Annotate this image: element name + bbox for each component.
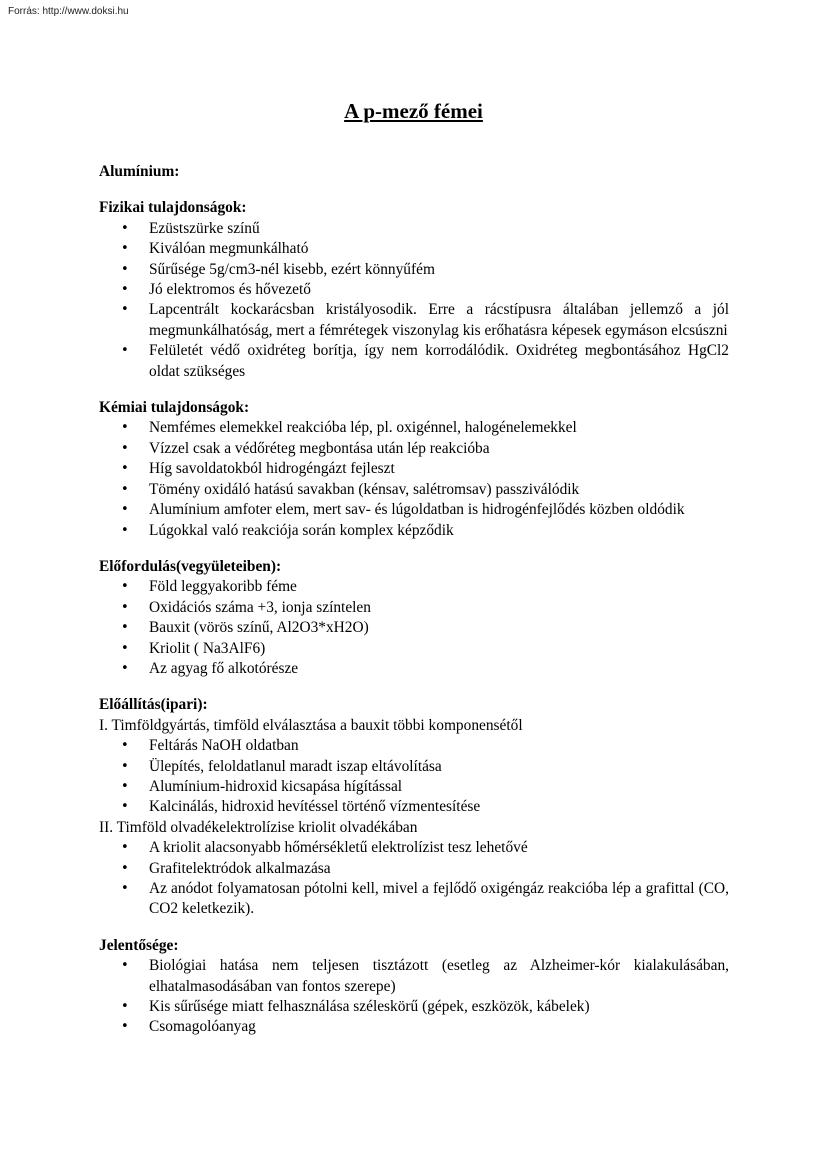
document-body <box>99 162 729 1038</box>
list-item: • Feltárás NaOH oldatban <box>99 736 729 756</box>
production-heading: Előállítás(ipari): <box>99 696 208 714</box>
list-item: • Bauxit (vörös színű, Al2O3*xH2O) <box>99 618 729 638</box>
occurrence-list <box>99 577 729 679</box>
list-item: • Lúgokkal való reakciója során komplex képződik <box>99 521 729 541</box>
list-item: • Jó elektromos és hővezető <box>99 280 729 300</box>
element-heading: Alumínium: <box>99 163 180 180</box>
occurrence-heading: Előfordulás(vegyületeiben): <box>99 557 282 575</box>
list-item: • Grafitelektródok alkalmazása <box>99 859 729 879</box>
list-item: • Ezüstszürke színű <box>99 219 729 239</box>
list-item: • Az agyag fő alkotórésze <box>99 659 729 679</box>
page-title: A p-mező fémei <box>344 99 483 123</box>
list-item: • Vízzel csak a védőréteg megbontása után lép reakcióba <box>99 439 729 459</box>
list-item: • Alumínium-hidroxid kicsapása hígítással <box>99 777 729 797</box>
list-item: • Ülepítés, feloldatlanul maradt iszap eltávolítása <box>99 757 729 777</box>
list-item: • Lapcentrált kockarácsban kristályosodik. Erre a rácstípusra általában jellemző a jól megmunkálhatóság, mert a fémrétegek viszonylag kis erőhatásra képesek egymáson elcsúszni <box>99 300 729 341</box>
list-item: • Biológiai hatása nem teljesen tisztázott (esetleg az Alzheimer-kór kialakulásában, elhatalmasodásában van fontos szerepe) <box>99 956 729 997</box>
list-item: • Oxidációs száma +3, ionja színtelen <box>99 598 729 618</box>
production-step-2-list <box>99 838 729 920</box>
list-item: • Kriolit ( Na3AlF6) <box>99 639 729 659</box>
production-step-1-list <box>99 736 729 818</box>
list-item: • Híg savoldatokból hidrogéngázt fejleszt <box>99 459 729 479</box>
list-item: • Alumínium amfoter elem, mert sav- és lúgoldatban is hidrogénfejlődés közben oldódik <box>99 500 729 520</box>
list-item: • Kalcinálás, hidroxid hevítéssel történő vízmentesítése <box>99 797 729 817</box>
list-item: • Felületét védő oxidréteg borítja, így nem korrodálódik. Oxidréteg megbontásához HgCl2 oldat szükséges <box>99 341 729 382</box>
list-item: • Az anódot folyamatosan pótolni kell, mivel a fejlődő oxigéngáz reakcióba lép a grafittal (CO, CO2 keletkezik). <box>99 879 729 920</box>
list-item: • Föld leggyakoribb féme <box>99 577 729 597</box>
significance-list <box>99 956 729 1038</box>
list-item: • Csomagolóanyag <box>99 1017 729 1037</box>
list-item: • Nemfémes elemekkel reakcióba lép, pl. oxigénnel, halogénelemekkel <box>99 418 729 438</box>
list-item: • Kis sűrűsége miatt felhasználása széleskörű (gépek, eszközök, kábelek) <box>99 997 729 1017</box>
significance-heading: Jelentősége: <box>99 936 179 954</box>
physical-list <box>99 219 729 382</box>
chemical-heading: Kémiai tulajdonságok: <box>99 399 250 417</box>
source-url: Forrás: http://www.doksi.hu <box>8 6 129 17</box>
list-item: • Kiválóan megmunkálható <box>99 239 729 259</box>
physical-heading: Fizikai tulajdonságok: <box>99 199 247 217</box>
chemical-list <box>99 418 729 540</box>
production-step-2: II. Timföld olvadékelektrolízise kriolit olvadékában <box>99 818 418 836</box>
list-item: • Sűrűsége 5g/cm3-nél kisebb, ezért könnyűfém <box>99 260 729 280</box>
list-item: • Tömény oxidáló hatású savakban (kénsav, salétromsav) passziválódik <box>99 480 729 500</box>
production-step-1: I. Timföldgyártás, timföld elválasztása a bauxit többi komponensétől <box>99 716 523 734</box>
list-item: • A kriolit alacsonyabb hőmérsékletű elektrolízist tesz lehetővé <box>99 838 729 858</box>
